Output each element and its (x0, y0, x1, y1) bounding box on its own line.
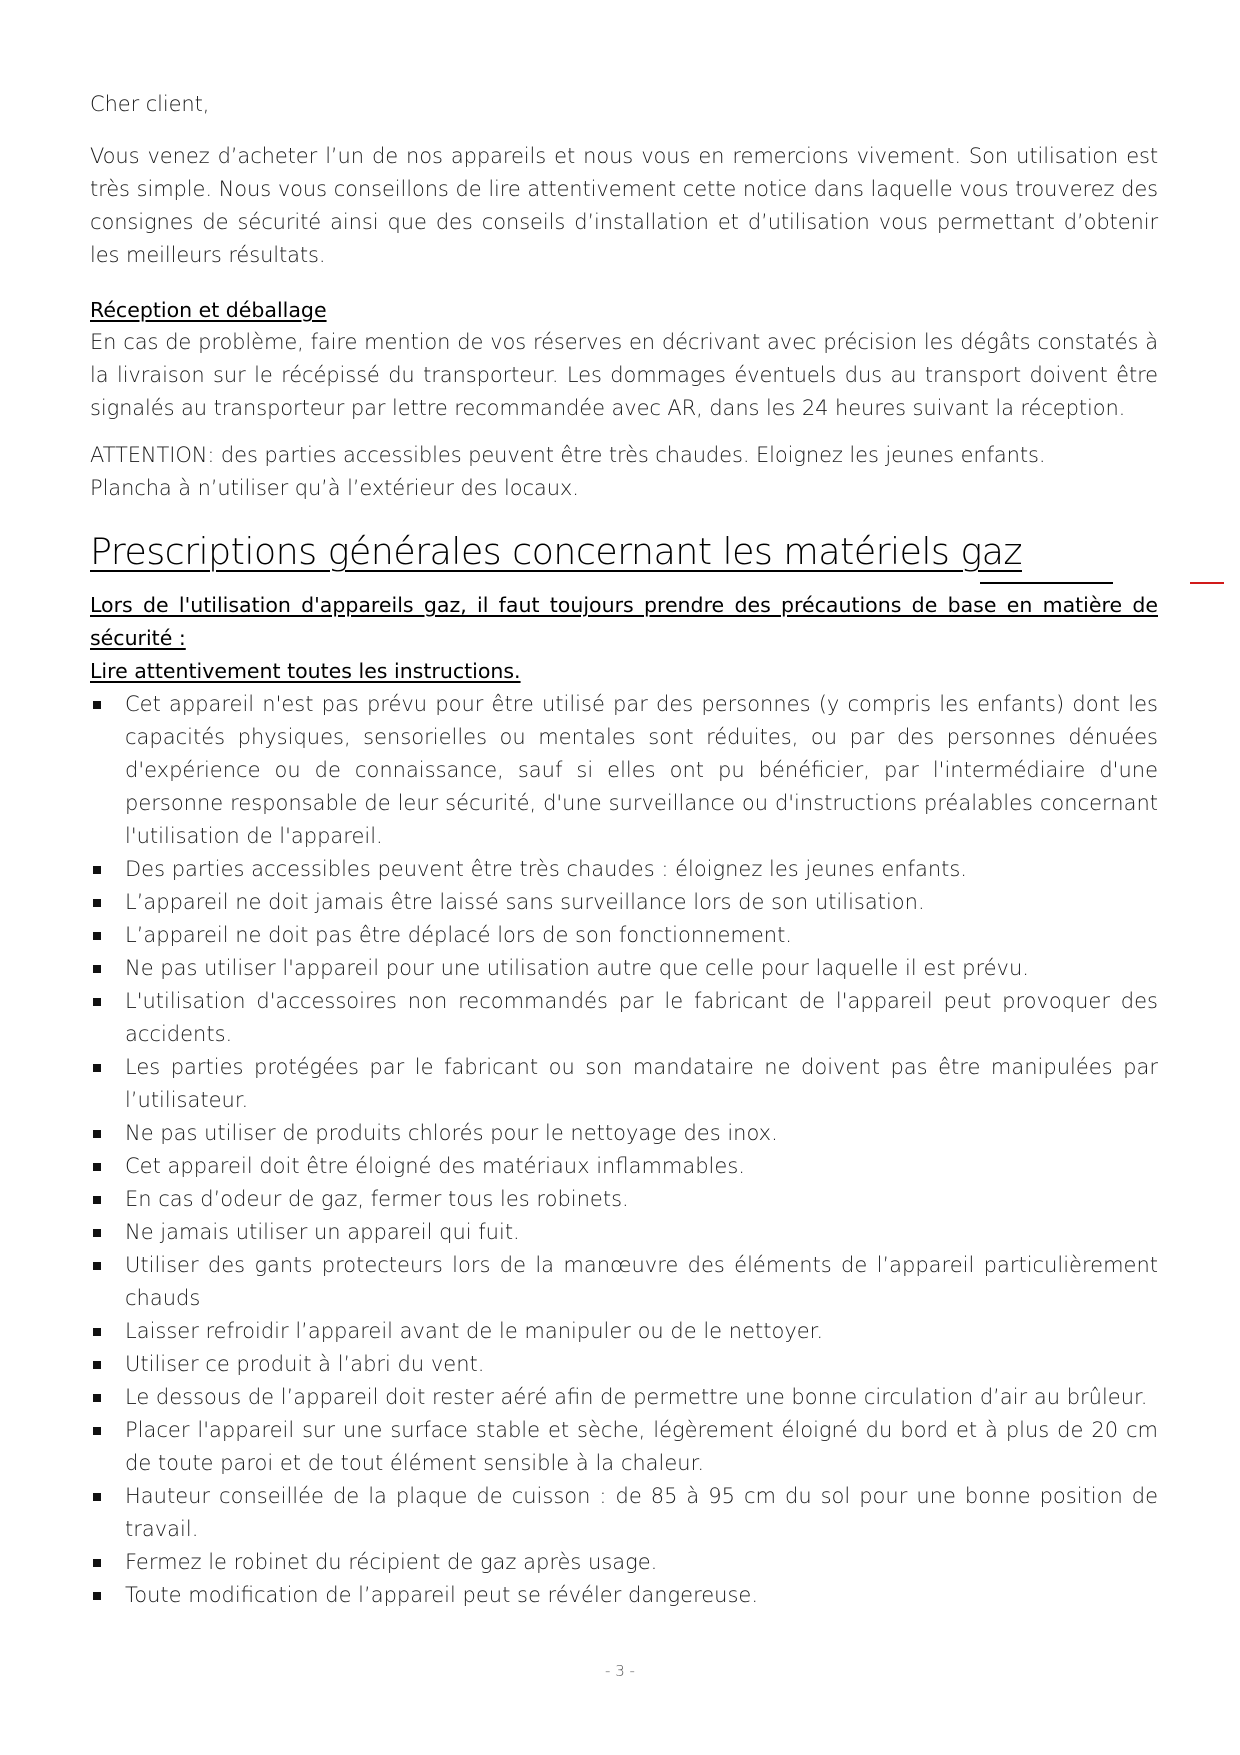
title-red-accent (1190, 582, 1224, 584)
reception-heading: Réception et déballage (90, 298, 327, 322)
reception-text: En cas de problème, faire mention de vos réserves en décrivant avec précision les dégâts constatés à la livraison sur le récépissé du transporteur. Les dommages éventuels dus au transport doivent être signalés au transporteur par lettre recommandée avec AR, dans les 24 heures suivant la réception. (90, 330, 1158, 420)
safety-bullet-text: Les parties protégées par le fabricant ou son mandataire ne doivent pas être manipulées par l’utilisateur. (125, 1055, 1158, 1112)
safety-bullet-item (90, 1117, 1158, 1150)
square-bullet-icon (93, 1130, 101, 1138)
safety-bullet-text: Laisser refroidir l’appareil avant de le manipuler ou de le nettoyer. (125, 1319, 824, 1343)
safety-bullet-item (90, 1315, 1158, 1348)
safety-bullet-item (90, 853, 1158, 886)
safety-bullet-item (90, 688, 1158, 853)
safety-bullet-item (90, 1216, 1158, 1249)
square-bullet-icon (93, 1229, 101, 1237)
safety-bullet-item (90, 1348, 1158, 1381)
square-bullet-icon (93, 1163, 101, 1171)
safety-bullet-item (90, 886, 1158, 919)
safety-bullet-item (90, 1051, 1158, 1117)
safety-bullet-text: Cet appareil doit être éloigné des matériaux inflammables. (125, 1154, 745, 1178)
attention-notice (90, 439, 1158, 505)
square-bullet-icon (93, 1328, 101, 1336)
safety-bullet-item (90, 1183, 1158, 1216)
safety-bullet-text: Fermez le robinet du récipient de gaz après usage. (125, 1550, 658, 1574)
safety-bullet-text: L’appareil ne doit pas être déplacé lors de son fonctionnement. (125, 923, 792, 947)
square-bullet-icon (93, 1427, 101, 1435)
safety-bullet-text: Placer l'appareil sur une surface stable et sèche, légèrement éloigné du bord et à plus de 20 cm de toute paroi et de tout élément sensible à la chaleur. (125, 1418, 1158, 1475)
title-underline-extension (980, 582, 1113, 584)
page-number: - 3 - (605, 1662, 635, 1680)
square-bullet-icon (93, 1064, 101, 1072)
intro-paragraph: Vous venez d’acheter l’un de nos appareils et nous vous en remercions vivement. Son utilisation est très simple. Nous vous conseillons de lire attentivement cette notice dans laquelle vous trouverez des consignes de sécurité ainsi que des conseils d’installation et d’utilisation vous permettant d’obtenir les meilleurs résultats. (90, 144, 1158, 267)
safety-bullet-item (90, 1414, 1158, 1480)
safety-bullet-item (90, 985, 1158, 1051)
safety-bullet-item (90, 1579, 1158, 1612)
safety-bullet-text: Ne jamais utiliser un appareil qui fuit. (125, 1220, 520, 1244)
square-bullet-icon (93, 1592, 101, 1600)
document-page (90, 88, 1158, 1612)
attention-line-1: ATTENTION: des parties accessibles peuvent être très chaudes. Eloignez les jeunes enfants. (90, 443, 1046, 467)
section-title-wrap (90, 527, 1158, 589)
square-bullet-icon (93, 1361, 101, 1369)
square-bullet-icon (93, 899, 101, 907)
safety-bullet-text: L'utilisation d'accessoires non recommandés par le fabricant de l'appareil peut provoquer des accidents. (125, 989, 1158, 1046)
section-title: Prescriptions générales concernant les matériels gaz (90, 530, 1022, 573)
square-bullet-icon (93, 1262, 101, 1270)
safety-bullet-item (90, 1150, 1158, 1183)
greeting: Cher client, (90, 92, 210, 116)
square-bullet-icon (93, 866, 101, 874)
safety-bullet-text: Utiliser des gants protecteurs lors de la manœuvre des éléments de l’appareil particulièrement chauds (125, 1253, 1158, 1310)
safety-bullet-item (90, 1381, 1158, 1414)
safety-bullet-list (90, 688, 1158, 1612)
square-bullet-icon (93, 1493, 101, 1501)
safety-bullet-text: Hauteur conseillée de la plaque de cuisson : de 85 à 95 cm du sol pour une bonne position de travail. (125, 1484, 1158, 1541)
safety-bullet-item (90, 1546, 1158, 1579)
safety-lead-instructions: Lire attentivement toutes les instructions. (90, 659, 521, 683)
safety-bullet-text: En cas d’odeur de gaz, fermer tous les robinets. (125, 1187, 629, 1211)
safety-bullet-text: Le dessous de l’appareil doit rester aéré afin de permettre une bonne circulation d’air au brûleur. (125, 1385, 1148, 1409)
attention-line-2: Plancha à n’utiliser qu’à l’extérieur des locaux. (90, 476, 579, 500)
safety-bullet-text: Des parties accessibles peuvent être très chaudes : éloignez les jeunes enfants. (125, 857, 967, 881)
safety-bullet-item (90, 1480, 1158, 1546)
square-bullet-icon (93, 1559, 101, 1567)
safety-bullet-item (90, 919, 1158, 952)
safety-bullet-text: L’appareil ne doit jamais être laissé sans surveillance lors de son utilisation. (125, 890, 925, 914)
square-bullet-icon (93, 965, 101, 973)
safety-bullet-item (90, 1249, 1158, 1315)
square-bullet-icon (93, 1394, 101, 1402)
square-bullet-icon (93, 1196, 101, 1204)
safety-lead: Lors de l'utilisation d'appareils gaz, il faut toujours prendre des précautions de base en matière de sécurité : (90, 593, 1158, 650)
safety-bullet-text: Toute modification de l’appareil peut se révéler dangereuse. (125, 1583, 759, 1607)
safety-bullet-text: Utiliser ce produit à l’abri du vent. (125, 1352, 485, 1376)
reception-section (90, 294, 1158, 425)
safety-bullet-text: Ne pas utiliser de produits chlorés pour le nettoyage des inox. (125, 1121, 778, 1145)
safety-bullet-text: Ne pas utiliser l'appareil pour une utilisation autre que celle pour laquelle il est prévu. (125, 956, 1029, 980)
square-bullet-icon (93, 701, 101, 709)
square-bullet-icon (93, 998, 101, 1006)
safety-bullet-text: Cet appareil n'est pas prévu pour être utilisé par des personnes (y compris les enfants) dont les capacités physiques, sensorielles ou mentales sont réduites, ou par des personnes dénuées d'expérience ou de connaissance, sauf si elles ont pu bénéficier, par l'intermédiaire d'une personne responsable de leur sécurité, d'une surveillance ou d'instructions préalables concernant l'utilisation de l'appareil. (125, 692, 1158, 848)
square-bullet-icon (93, 932, 101, 940)
safety-bullet-item (90, 952, 1158, 985)
